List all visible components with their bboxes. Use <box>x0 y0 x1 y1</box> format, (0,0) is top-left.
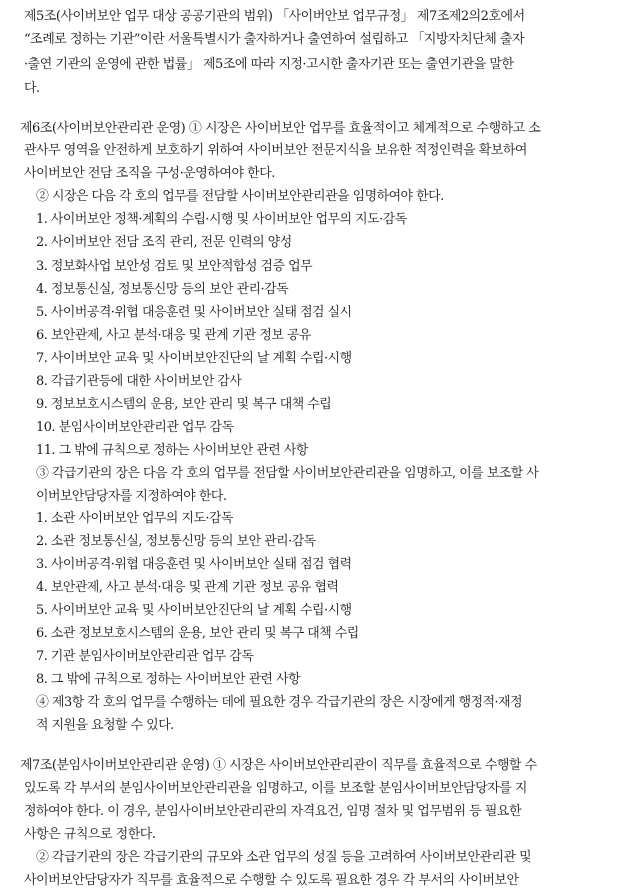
article6-p3-item-3: 3. 사이버공격·위협 대응훈련 및 사이버보안 실태 점검 협력 <box>36 557 352 573</box>
article7-intro-line-3: 정하여야 한다. 이 경우, 분임사이버보안관리관의 자격요건, 임명 절차 및 업무범위 등 필요한 <box>24 804 521 820</box>
article6-paragraph-4-line-1: ④ 제3항 각 호의 업무를 수행하는 데에 필요한 경우 각급기관의 장은 시장에게 행정적·재정 <box>36 695 523 710</box>
article6-p3-item-1: 1. 소관 사이버보안 업무의 지도·감독 <box>36 511 234 527</box>
article7-intro-line-2: 있도록 각 부서의 분임사이버보안관리관을 임명하고, 이를 보조할 분임사이버보안담당자를 지 <box>24 781 527 797</box>
article6-p2-item-7: 7. 사이버보안 교육 및 사이버보안진단의 날 계획 수립·시행 <box>36 350 352 366</box>
article6-paragraph-3-line-2: 이버보안담당자를 지정하여야 한다. <box>36 488 227 504</box>
article6-p3-item-2: 2. 소관 정보통신실, 정보통신망 등의 보안 관리·감독 <box>36 534 316 550</box>
article6-paragraph-2: ② 시장은 다음 각 호의 업무를 전담할 사이버보안관리관을 임명하여야 한다. <box>36 189 444 205</box>
article6-p2-item-6: 6. 보안관제, 사고 분석·대응 및 관계 기관 정보 공유 <box>36 327 311 343</box>
article6-paragraph-4-line-2: 적 지원을 요청할 수 있다. <box>36 717 174 733</box>
article7-paragraph-2-line-1: ② 각급기관의 장은 각급기관의 규모와 소관 업무의 성질 등을 고려하여 사이버보안관리관 및 <box>36 850 532 866</box>
article6-p2-item-4: 4. 정보통신실, 정보통신망 등의 보안 관리·감독 <box>36 282 289 297</box>
article6-p2-item-11: 11. 그 밖에 규칙으로 정하는 사이버보안 관련 사항 <box>36 442 308 458</box>
article6-p3-item-7: 7. 기관 분임사이버보안관리관 업무 감독 <box>36 649 254 665</box>
article6-paragraph-3-line-1: ③ 각급기관의 장은 다음 각 호의 업무를 전담할 사이버보안관리관을 임명하고, 이를 보조할 사 <box>36 465 539 481</box>
article7-paragraph-2-line-2: 사이버보안담당자가 직무를 효율적으로 수행할 수 있도록 필요한 경우 각 부서의 사이버보안 <box>24 873 519 888</box>
article6-p2-item-9: 9. 정보보호시스템의 운용, 보안 관리 및 복구 대책 수립 <box>36 396 332 412</box>
article5-line-4: 다. <box>24 81 40 96</box>
article7-heading-line: 제7조(분임사이버보안관리관 운영) ① 시장은 사이버보안관리관이 직무를 효율적으로 수행할 수 <box>20 758 537 774</box>
article6-intro-line-2: 관사무 영역을 안전하게 보호하기 위하여 사이버보안 전문지식을 보유한 적정인력을 확보하여 <box>24 143 527 159</box>
article6-intro-line-3: 사이버보안 전담 조직을 구성·운영하여야 한다. <box>24 166 275 182</box>
article6-p2-item-8: 8. 각급기관등에 대한 사이버보안 감사 <box>36 373 242 389</box>
article6-p3-item-5: 5. 사이버보안 교육 및 사이버보안진단의 날 계획 수립·시행 <box>36 603 352 619</box>
article6-heading-line: 제6조(사이버보안관리관 운영) ① 시장은 사이버보안 업무를 효율적이고 체계적으로 수행하고 소 <box>20 120 541 136</box>
article6-p2-item-1: 1. 사이버보안 정책·계획의 수립·시행 및 사이버보안 업무의 지도·감독 <box>36 212 407 228</box>
article6-p3-item-6: 6. 소관 정보보호시스템의 운용, 보안 관리 및 복구 대책 수립 <box>36 626 359 642</box>
article6-p3-item-4: 4. 보안관제, 사고 분석·대응 및 관계 기관 정보 공유 협력 <box>36 580 339 596</box>
article6-p2-item-3: 3. 정보화사업 보안성 검토 및 보안적합성 검증 업무 <box>36 259 313 274</box>
article6-p2-item-5: 5. 사이버공격·위협 대응훈련 및 사이버보안 실태 점검 실시 <box>36 304 352 320</box>
article5-line-1: 제5조(사이버보안 업무 대상 공공기관의 범위) 「사이버안보 업무규정」 제7조제2의2호에서 <box>24 8 525 24</box>
article6-p3-item-8: 8. 그 밖에 규칙으로 정하는 사이버보안 관련 사항 <box>36 672 301 687</box>
article6-p2-item-10: 10. 분임사이버보안관리관 업무 감독 <box>36 419 234 435</box>
article6-p2-item-2: 2. 사이버보안 전담 조직 관리, 전문 인력의 양성 <box>36 235 292 251</box>
article5-line-3: ·출연 기관의 운영에 관한 법률」 제5조에 따라 지정·고시한 출자기관 또는 출연기관을 말한 <box>24 57 514 73</box>
article7-intro-line-4: 사항은 규칙으로 정한다. <box>24 827 156 843</box>
article5-line-2: “조례로 정하는 기관”이란 서울특별시가 출자하거나 출연하여 설립하고 「지방자치단체 출자 <box>24 32 524 48</box>
